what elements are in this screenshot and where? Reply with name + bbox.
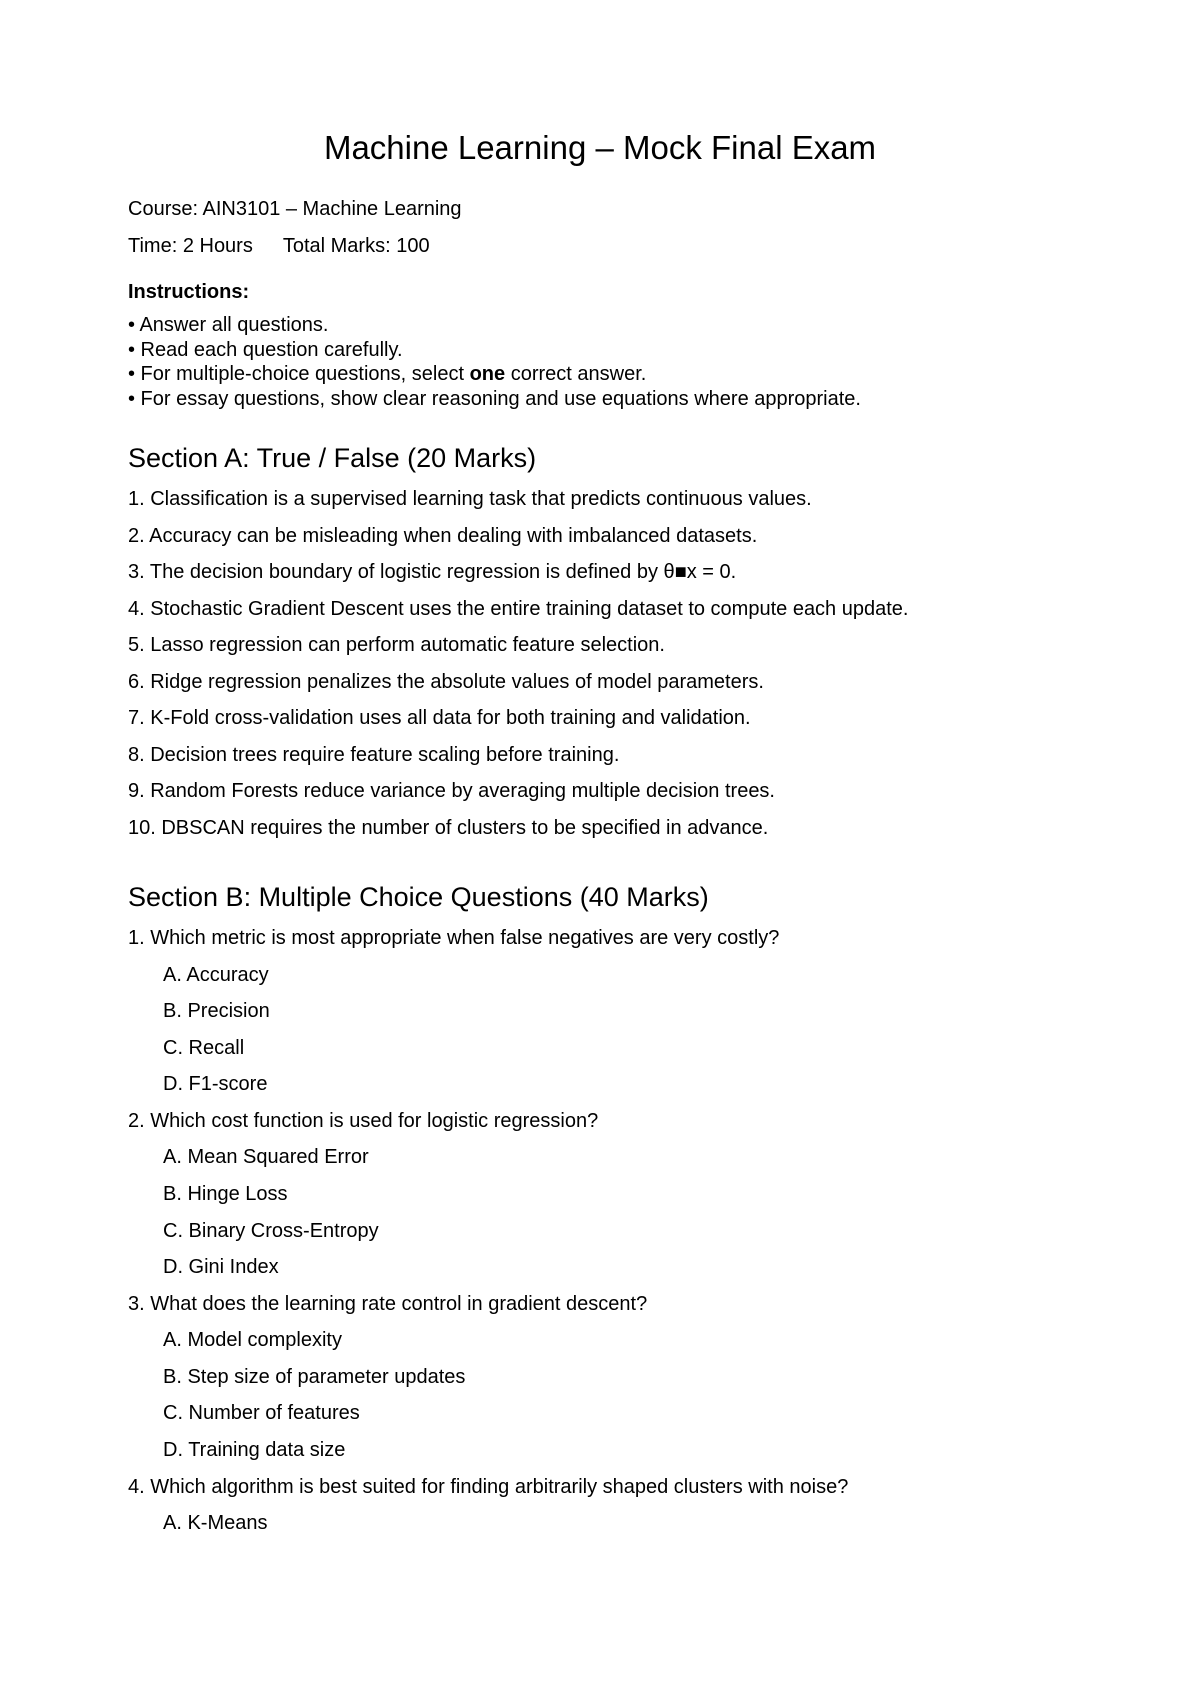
instructions-heading: Instructions: — [128, 281, 250, 303]
mcq-question-text: 2. Which cost function is used for logistic regression? — [128, 1109, 599, 1132]
course-line: Course: AIN3101 – Machine Learning — [128, 198, 462, 220]
section-a-questions — [128, 481, 1200, 846]
mcq-question-text: 4. Which algorithm is best suited for finding arbitrarily shaped clusters with noise? — [128, 1475, 849, 1498]
mcq-option: D. Gini Index — [163, 1256, 279, 1279]
instruction-item: • Answer all questions. — [128, 314, 329, 336]
mcq-options — [128, 957, 1200, 1103]
mcq-question — [128, 1469, 1200, 1542]
mcq-option: A. Mean Squared Error — [163, 1146, 369, 1169]
mcq-option: A. K-Means — [163, 1512, 268, 1535]
page-title: Machine Learning – Mock Final Exam — [323, 129, 877, 166]
tf-question: 4. Stochastic Gradient Descent uses the entire training dataset to compute each update. — [128, 597, 909, 620]
instructions-list — [128, 313, 1200, 411]
tf-question: 7. K-Fold cross-validation uses all data for both training and validation. — [128, 707, 751, 729]
tf-question: 6. Ridge regression penalizes the absolute values of model parameters. — [128, 670, 764, 693]
mcq-question — [128, 1103, 1200, 1286]
tf-question: 5. Lasso regression can perform automatic feature selection. — [128, 634, 665, 656]
mcq-options — [128, 1505, 1200, 1542]
mcq-option: B. Precision — [163, 1000, 270, 1023]
section-a-heading: Section A: True / False (20 Marks) — [128, 443, 537, 473]
section-b-questions — [128, 920, 1200, 1542]
instruction-text: • For multiple-choice questions, select — [128, 363, 470, 385]
tf-question: 1. Classification is a supervised learning task that predicts continuous values. — [128, 488, 812, 510]
mcq-option: C. Recall — [163, 1036, 245, 1059]
time-marks-line — [128, 233, 1200, 259]
instruction-item — [128, 362, 1200, 387]
mcq-question-text: 1. Which metric is most appropriate when false negatives are very costly? — [128, 927, 780, 949]
instruction-item: • For essay questions, show clear reasoning and use equations where appropriate. — [128, 387, 861, 410]
mcq-question — [128, 1286, 1200, 1469]
instruction-text: correct answer. — [505, 363, 647, 385]
tf-question: 9. Random Forests reduce variance by averaging multiple decision trees. — [128, 780, 775, 802]
mcq-question — [128, 920, 1200, 1103]
mcq-option: B. Hinge Loss — [163, 1182, 288, 1205]
mcq-option: A. Accuracy — [163, 963, 269, 986]
total-marks-label: Total Marks: 100 — [282, 235, 430, 257]
mcq-options — [128, 1139, 1200, 1285]
mcq-option: A. Model complexity — [163, 1329, 342, 1352]
mcq-options — [128, 1322, 1200, 1468]
emphasis-one: one — [469, 363, 506, 385]
mcq-option: B. Step size of parameter updates — [163, 1365, 466, 1388]
mcq-option: D. F1-score — [163, 1073, 268, 1096]
mcq-option: D. Training data size — [163, 1439, 346, 1462]
tf-question: 8. Decision trees require feature scaling before training. — [128, 743, 620, 766]
tf-question: 3. The decision boundary of logistic regression is defined by θ■x = 0. — [128, 561, 737, 583]
tf-question: 10. DBSCAN requires the number of clusters to be specified in advance. — [128, 816, 769, 839]
mcq-option: C. Number of features — [163, 1402, 360, 1425]
tf-question: 2. Accuracy can be misleading when dealing with imbalanced datasets. — [128, 524, 758, 547]
instruction-item: • Read each question carefully. — [128, 338, 403, 361]
time-label: Time: 2 Hours — [128, 235, 253, 257]
mcq-question-text: 3. What does the learning rate control in gradient descent? — [128, 1292, 648, 1315]
section-b-heading: Section B: Multiple Choice Questions (40 Marks) — [128, 882, 709, 912]
mcq-option: C. Binary Cross-Entropy — [163, 1219, 379, 1242]
